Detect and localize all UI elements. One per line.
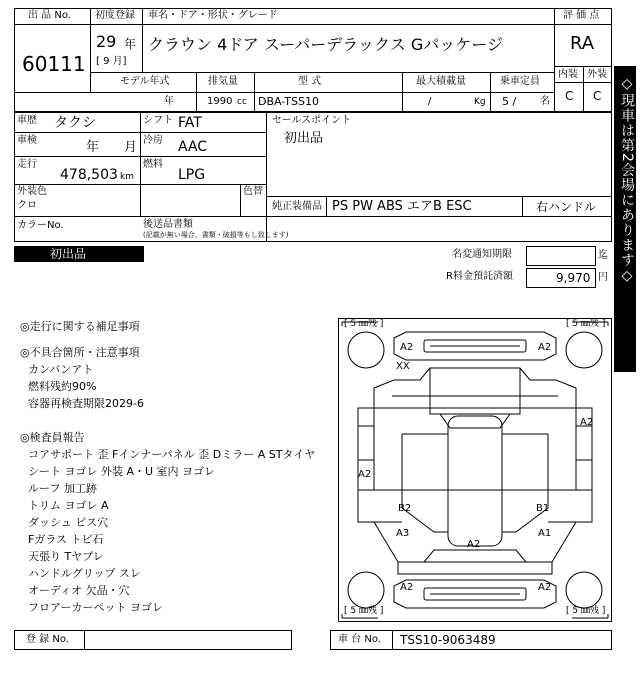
inspector-line: オーディオ 欠品・穴 (28, 584, 130, 597)
ext-color: クロ (17, 200, 37, 211)
driving-heading: ◎走行に関する補足事項 (20, 320, 140, 333)
eval-label: 評 価 点 (563, 10, 600, 21)
history: タクシ (54, 115, 96, 131)
capacity: 5 / (502, 95, 517, 108)
lot-number: 60111 (22, 52, 86, 76)
name-change-unit: 迄 (598, 250, 608, 261)
damage-mark: A2 (400, 342, 414, 353)
defect-line: 燃料残約90% (28, 380, 97, 393)
damage-mark: A2 (358, 469, 372, 480)
divider (142, 8, 143, 72)
fuel-label: 燃料 (143, 159, 163, 170)
name-change-box (526, 246, 596, 266)
divider (522, 196, 523, 216)
tire-depth-front-right: [ 5 ㎜残 ] (566, 319, 606, 329)
inspector-line: ダッシュ ビス穴 (28, 516, 109, 529)
divider (254, 72, 255, 112)
displacement-label: 排気量 (208, 76, 238, 87)
divider (583, 66, 584, 112)
aftermarket-note: (記載が無い場合、書類・破損等もし致します) (143, 231, 289, 239)
equipment: PS PW ABS エアB ESC (332, 199, 472, 214)
lot-label: 出 品 No. (28, 10, 71, 21)
inspection-year-unit: 年 (86, 140, 100, 155)
history-label: 車歴 (17, 115, 37, 126)
divider (554, 24, 612, 25)
ext-color-label: 外装色 (17, 186, 47, 197)
aftermarket-label: 後送品書類 (143, 219, 193, 230)
load-label: 最大積載量 (416, 76, 466, 87)
defect-line: 容器再検査期限2029-6 (28, 397, 144, 410)
color-no-label: カラーNo. (17, 220, 64, 231)
divider (84, 630, 85, 650)
damage-mark: A2 (400, 582, 414, 593)
divider (266, 112, 267, 242)
load-unit: Kg (474, 97, 486, 107)
fuel: LPG (178, 167, 206, 183)
inspector-line: フロアーカーペット ヨゴレ (28, 601, 163, 614)
shift-label: シフト (143, 115, 173, 126)
equipment-label: 純正装備品 (272, 201, 322, 212)
recycle-label: R料金預託済額 (446, 271, 513, 282)
first-listing: 初出品 (50, 247, 87, 261)
inspection-month-unit: 月 (124, 140, 138, 155)
inspector-heading: ◎検査員報告 (20, 431, 85, 444)
divider (402, 72, 403, 112)
inspection-label: 車検 (17, 135, 37, 146)
tire-depth-rear-right: [ 5 ㎜残 ] (566, 606, 606, 616)
divider (240, 184, 241, 216)
tire-depth-front-left: [ 5 ㎜残 ] (344, 319, 384, 329)
car-name: クラウン 4ドア スーパーデラックス Gパッケージ (148, 35, 503, 54)
damage-mark: A2 (538, 342, 552, 353)
divider (90, 92, 554, 93)
ac-label: 冷房 (143, 135, 163, 146)
divider (266, 196, 612, 197)
divider (392, 630, 393, 650)
recycle-amount: 9,970 (556, 271, 591, 285)
first-listing-bar (14, 246, 144, 262)
mileage-label: 走行 (17, 159, 37, 170)
divider (14, 24, 90, 25)
defect-line: カンバンアト (28, 363, 94, 376)
model-year-unit: 年 (164, 96, 174, 107)
mileage: 478,503 (60, 167, 118, 183)
inspector-line: ハンドルグリップ スレ (28, 567, 141, 580)
divider (326, 196, 327, 216)
divider (14, 216, 612, 217)
model-year-label: モデル年式 (120, 76, 170, 87)
displacement-unit: cc (237, 97, 247, 107)
color-change-label: 色替 (243, 186, 263, 197)
capacity-unit: 名 (540, 96, 550, 107)
ac: AAC (178, 139, 208, 155)
divider (196, 72, 197, 112)
interior-grade: C (565, 89, 574, 103)
sales-point-label: セールスポイント (272, 115, 352, 126)
damage-mark: XX (396, 361, 410, 372)
damage-mark: A2 (580, 417, 594, 428)
capacity-label: 乗車定員 (500, 76, 540, 87)
inspector-line: トリム ヨゴレ A (28, 499, 109, 512)
defects-heading: ◎不具合箇所・注意事項 (20, 346, 140, 359)
divider (490, 72, 491, 112)
model-code-label: 型 式 (298, 76, 322, 87)
chassis-label: 車 台 No. (338, 634, 381, 645)
inspector-line: ルーフ 加工跡 (28, 482, 97, 495)
damage-mark: A2 (467, 539, 481, 550)
steering: 右ハンドル (536, 200, 597, 214)
eval-score: RA (570, 33, 595, 54)
inspector-line: Fガラス トビ石 (28, 533, 104, 546)
reg-no-label: 登 録 No. (26, 634, 69, 645)
divider (14, 132, 266, 133)
divider (14, 92, 90, 93)
damage-mark: A3 (396, 528, 410, 539)
damage-mark: B2 (398, 503, 412, 514)
side-banner-text: ◇現車は第2会場にあります◇ (619, 76, 635, 285)
divider (14, 184, 266, 185)
car-diagram (338, 318, 612, 622)
recycle-unit: 円 (598, 272, 608, 283)
divider (14, 156, 266, 157)
inspector-line: コアサポート 歪 Fインナーパネル 歪 Dミラー A STタイヤ (28, 448, 316, 461)
damage-mark: A1 (538, 528, 552, 539)
divider (90, 72, 554, 73)
first-reg-label: 初度登録 (95, 10, 135, 21)
chassis-no: TSS10-9063489 (400, 633, 496, 647)
reg-year: 29 (96, 32, 117, 51)
divider (90, 24, 554, 25)
damage-mark: A2 (538, 582, 552, 593)
damage-mark: B1 (536, 503, 550, 514)
tire-depth-rear-left: [ 5 ㎜残 ] (344, 606, 384, 616)
exterior-label: 外装 (587, 69, 607, 80)
exterior-grade: C (593, 89, 602, 103)
model-code: DBA-TSS10 (258, 95, 319, 108)
divider (90, 8, 91, 92)
car-name-label: 車名・ドア・形状・グレード (148, 10, 278, 21)
displacement: 1990 (207, 96, 233, 107)
interior-label: 内装 (558, 69, 578, 80)
inspector-line: シート ヨゴレ 外装 A・U 室内 ヨゴレ (28, 465, 216, 478)
sales-point: 初出品 (284, 131, 324, 146)
name-change-label: 名変通知期限 (452, 249, 512, 260)
reg-month: [ 9 月] (96, 56, 127, 67)
divider (140, 112, 141, 216)
inspector-line: 天張り Tヤブレ (28, 550, 104, 563)
load-sep: / (428, 96, 432, 107)
shift: FAT (178, 115, 202, 131)
mileage-unit: km (120, 172, 134, 182)
side-banner (614, 66, 636, 372)
reg-year-unit: 年 (124, 37, 137, 51)
